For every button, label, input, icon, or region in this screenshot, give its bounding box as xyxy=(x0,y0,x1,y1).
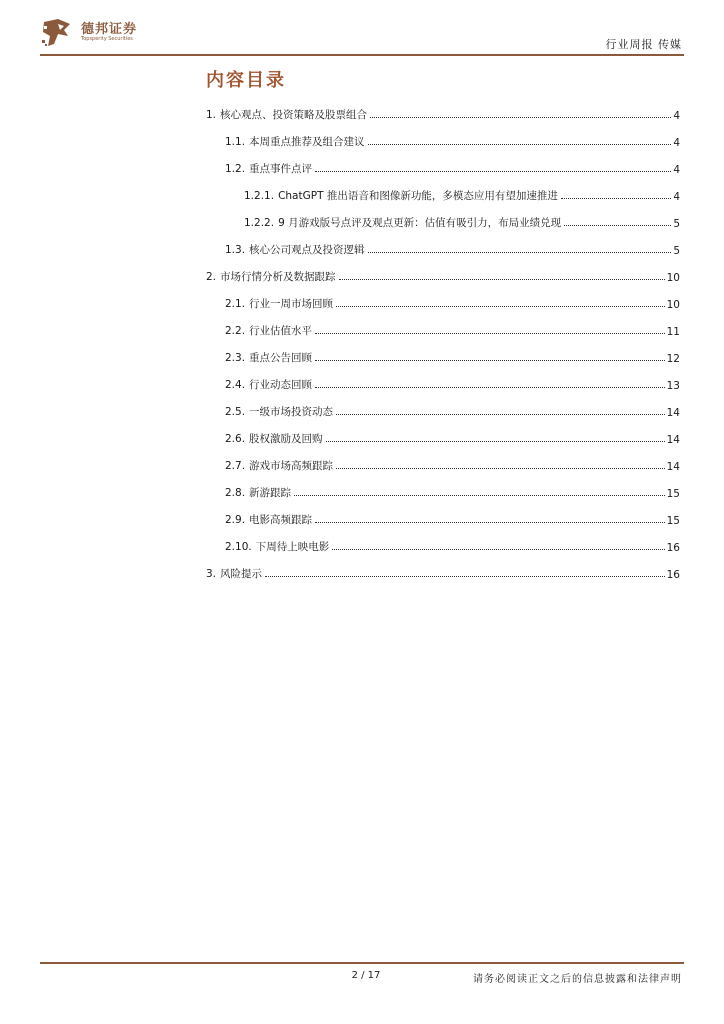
toc-entry-3[interactable] xyxy=(206,563,680,581)
toc-entry-title: 新游跟踪 xyxy=(249,487,292,499)
toc-entry-title: 下周待上映电影 xyxy=(255,541,330,553)
toc-entry-2-6[interactable] xyxy=(225,428,680,446)
toc-entry-number: 2.2. xyxy=(225,325,246,337)
toc-entry-number: 3. xyxy=(206,568,217,580)
toc-entry-page: 14 xyxy=(666,461,680,473)
toc-entry-page: 15 xyxy=(666,488,680,500)
toc-leader-dots xyxy=(265,576,665,577)
toc-leader-dots xyxy=(315,171,671,172)
company-logo xyxy=(40,16,180,52)
toc-leader-dots xyxy=(294,495,665,496)
toc-entry-2-3[interactable] xyxy=(225,347,680,365)
toc-entry-page: 13 xyxy=(666,380,680,392)
toc-leader-dots xyxy=(368,144,672,145)
company-name: 德邦证券 xyxy=(81,22,138,37)
toc-entry-page: 10 xyxy=(666,272,680,284)
toc-entry-number: 2.3. xyxy=(225,352,246,364)
toc-entry-number: 2.8. xyxy=(225,487,246,499)
toc-leader-dots xyxy=(336,468,665,469)
toc-entry-number: 2.9. xyxy=(225,514,246,526)
toc-entry-2-10[interactable] xyxy=(225,536,680,554)
toc-leader-dots xyxy=(336,306,665,307)
company-name-en: Topsperity Securities xyxy=(81,36,133,42)
toc-leader-dots xyxy=(564,225,671,226)
toc-leader-dots xyxy=(326,441,665,442)
toc-entry-title: 市场行情分析及数据跟踪 xyxy=(220,271,336,283)
toc-entry-page: 4 xyxy=(673,164,680,176)
toc-entry-1-2-2[interactable] xyxy=(244,212,680,230)
toc-entry-title: 行业一周市场回顾 xyxy=(249,298,334,310)
toc-entry-title: 风险提示 xyxy=(220,568,263,580)
toc-entry-title: 本周重点推荐及组合建议 xyxy=(249,136,365,148)
toc-entry-title: 重点事件点评 xyxy=(249,163,313,175)
toc-entry-page: 16 xyxy=(666,542,680,554)
toc-entry-2-5[interactable] xyxy=(225,401,680,419)
toc-leader-dots xyxy=(315,387,665,388)
toc-leader-dots xyxy=(315,333,665,334)
toc-leader-dots xyxy=(315,522,665,523)
toc-leader-dots xyxy=(332,549,664,550)
toc-entry-page: 4 xyxy=(673,137,680,149)
legal-disclaimer: 请务必阅读正文之后的信息披露和法律声明 xyxy=(473,974,682,985)
toc-leader-dots xyxy=(561,198,671,199)
toc-heading: 内容目录 xyxy=(206,70,286,91)
toc-entry-number: 1.2.2. xyxy=(244,217,275,229)
footer-divider xyxy=(40,962,684,964)
toc-leader-dots xyxy=(315,360,665,361)
toc-entry-number: 2.4. xyxy=(225,379,246,391)
toc-entry-1-3[interactable] xyxy=(225,239,680,257)
toc-entry-page: 16 xyxy=(666,569,680,581)
toc-entry-title: 一级市场投资动态 xyxy=(249,406,334,418)
header-divider xyxy=(40,54,684,56)
toc-entry-number: 2.1. xyxy=(225,298,246,310)
toc-entry-page: 14 xyxy=(666,407,680,419)
company-logo-icon xyxy=(40,16,74,50)
toc-entry-2-9[interactable] xyxy=(225,509,680,527)
toc-entry-2-4[interactable] xyxy=(225,374,680,392)
toc-entry-title: ChatGPT 推出语音和图像新功能，多模态应用有望加速推进 xyxy=(278,190,558,202)
toc-entry-page: 14 xyxy=(666,434,680,446)
toc-entry-title: 股权激励及回购 xyxy=(249,433,323,445)
toc-entry-number: 2.5. xyxy=(225,406,246,418)
toc-leader-dots xyxy=(368,252,672,253)
toc-entry-number: 2.10. xyxy=(225,541,252,553)
toc-entry-number: 2.7. xyxy=(225,460,246,472)
report-type: 行业周报 传媒 xyxy=(605,38,682,51)
page-indicator: 2 / 17 xyxy=(351,970,381,981)
toc-entry-page: 10 xyxy=(666,299,680,311)
toc-entry-number: 1.1. xyxy=(225,136,246,148)
toc-entry-2-1[interactable] xyxy=(225,293,680,311)
toc-entry-title: 重点公告回顾 xyxy=(249,352,313,364)
toc-entry-title: 行业估值水平 xyxy=(249,325,313,337)
toc-entry-1-2[interactable] xyxy=(225,158,680,176)
toc-entry-page: 15 xyxy=(666,515,680,527)
toc-entry-2-7[interactable] xyxy=(225,455,680,473)
toc-entry-title: 核心观点、投资策略及股票组合 xyxy=(220,109,368,121)
toc-entry-page: 5 xyxy=(673,245,680,257)
toc-entry-page: 11 xyxy=(666,326,680,338)
toc-entry-1-2-1[interactable] xyxy=(244,185,680,203)
toc-entry-number: 1.3. xyxy=(225,244,246,256)
toc-entry-2-8[interactable] xyxy=(225,482,680,500)
toc-entry-2[interactable] xyxy=(206,266,680,284)
toc-entry-number: 1. xyxy=(206,109,217,121)
toc-entry-1-1[interactable] xyxy=(225,131,680,149)
toc-entry-title: 9 月游戏版号点评及观点更新：估值有吸引力，布局业绩兑现 xyxy=(278,217,562,229)
toc-entry-page: 12 xyxy=(666,353,680,365)
toc-leader-dots xyxy=(336,414,665,415)
toc-entry-title: 行业动态回顾 xyxy=(249,379,313,391)
toc-entry-title: 游戏市场高频跟踪 xyxy=(249,460,334,472)
toc-entry-number: 1.2.1. xyxy=(244,190,275,202)
toc-entry-number: 2. xyxy=(206,271,217,283)
toc-entry-1[interactable] xyxy=(206,104,680,122)
toc-entry-title: 核心公司观点及投资逻辑 xyxy=(249,244,365,256)
toc-entry-page: 4 xyxy=(673,110,680,122)
toc-entry-2-2[interactable] xyxy=(225,320,680,338)
toc-entry-page: 5 xyxy=(673,218,680,230)
toc-entry-number: 1.2. xyxy=(225,163,246,175)
toc-leader-dots xyxy=(370,117,671,118)
toc-entry-page: 4 xyxy=(673,191,680,203)
toc-leader-dots xyxy=(339,279,665,280)
toc-entry-title: 电影高频跟踪 xyxy=(249,514,313,526)
toc-entry-number: 2.6. xyxy=(225,433,246,445)
